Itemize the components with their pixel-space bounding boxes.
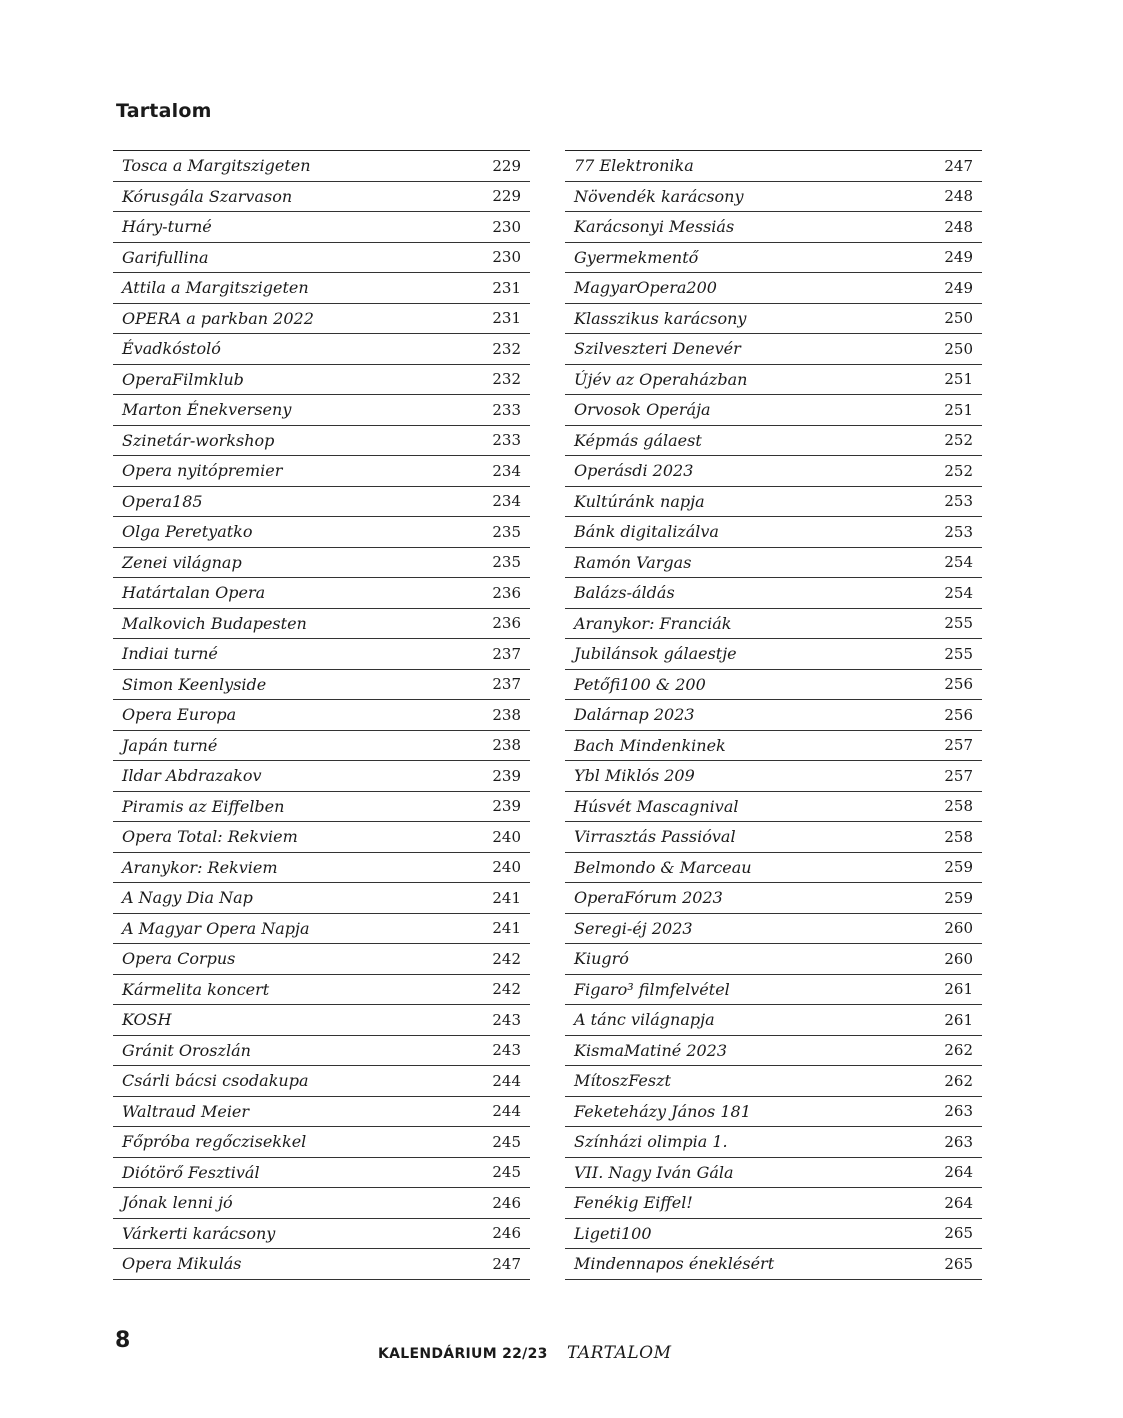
toc-entry-title: Bach Mindenkinek xyxy=(574,735,726,755)
toc-entry-page: 251 xyxy=(944,400,973,419)
toc-entry[interactable] xyxy=(565,365,982,396)
toc-entry-title: Attila a Margitszigeten xyxy=(122,278,309,298)
toc-entry-page: 245 xyxy=(492,1163,521,1182)
toc-entry-title: Opera Mikulás xyxy=(122,1254,242,1274)
toc-entry-title: Szilveszteri Denevér xyxy=(574,339,741,359)
toc-entry-page: 258 xyxy=(944,797,973,816)
toc-entry[interactable] xyxy=(113,700,530,731)
toc-entry[interactable] xyxy=(113,944,530,975)
toc-entry-page: 237 xyxy=(492,644,521,663)
toc-entry-title: Gránit Oroszlán xyxy=(122,1040,251,1060)
toc-entry[interactable] xyxy=(565,1188,982,1219)
toc-entry-page: 243 xyxy=(492,1010,521,1029)
toc-entry-page: 235 xyxy=(492,522,521,541)
toc-entry-page: 248 xyxy=(944,187,973,206)
toc-entry[interactable] xyxy=(565,822,982,853)
toc-entry-title: Zenei világnap xyxy=(122,552,242,572)
toc-entry-title: Aranykor: Franciák xyxy=(574,613,732,633)
toc-entry[interactable] xyxy=(565,548,982,579)
toc-entry[interactable] xyxy=(113,1158,530,1189)
toc-entry[interactable] xyxy=(113,1188,530,1219)
toc-entry[interactable] xyxy=(113,487,530,518)
toc-entry[interactable] xyxy=(113,1036,530,1067)
toc-entry-page: 247 xyxy=(944,156,973,175)
toc-entry-page: 260 xyxy=(944,919,973,938)
toc-entry-page: 249 xyxy=(944,278,973,297)
toc-entry-title: Kórusgála Szarvason xyxy=(122,186,293,206)
toc-entry[interactable] xyxy=(565,487,982,518)
toc-entry[interactable] xyxy=(113,182,530,213)
toc-entry-title: Balázs-áldás xyxy=(574,583,675,603)
toc-entry-page: 234 xyxy=(492,461,521,480)
toc-entry-page: 263 xyxy=(944,1102,973,1121)
toc-entry-title: Évadkóstoló xyxy=(122,339,221,359)
toc-entry[interactable] xyxy=(113,609,530,640)
toc-entry-page: 255 xyxy=(944,644,973,663)
toc-entry-title: Háry-turné xyxy=(122,217,212,237)
toc-entry-page: 256 xyxy=(944,675,973,694)
toc-entry-page: 242 xyxy=(492,949,521,968)
toc-entry-page: 235 xyxy=(492,553,521,572)
toc-entry-page: 241 xyxy=(492,919,521,938)
toc-entry-title: Opera Europa xyxy=(122,705,237,725)
toc-entry[interactable] xyxy=(113,426,530,457)
toc-entry-title: Seregi-éj 2023 xyxy=(574,918,693,938)
toc-entry[interactable] xyxy=(113,212,530,243)
toc-entry-title: Opera nyitópremier xyxy=(122,461,283,481)
toc-entry-page: 233 xyxy=(492,431,521,450)
toc-entry-page: 246 xyxy=(492,1224,521,1243)
toc-entry[interactable] xyxy=(113,1219,530,1250)
toc-entry[interactable] xyxy=(113,517,530,548)
toc-entry-page: 254 xyxy=(944,583,973,602)
toc-entry-page: 240 xyxy=(492,858,521,877)
toc-entry-page: 229 xyxy=(492,187,521,206)
toc-entry-page: 251 xyxy=(944,370,973,389)
toc-entry[interactable] xyxy=(113,304,530,335)
toc-entry[interactable] xyxy=(565,578,982,609)
toc-entry-title: Malkovich Budapesten xyxy=(122,613,307,633)
toc-entry-page: 254 xyxy=(944,553,973,572)
toc-entry[interactable] xyxy=(113,1097,530,1128)
toc-entry[interactable] xyxy=(565,700,982,731)
toc-entry-title: VII. Nagy Iván Gála xyxy=(574,1162,734,1182)
toc-entry-page: 252 xyxy=(944,431,973,450)
toc-entry[interactable] xyxy=(113,761,530,792)
toc-entry-page: 241 xyxy=(492,888,521,907)
footer-publication: KALENDÁRIUM 22/23 xyxy=(378,1346,548,1362)
toc-entry-title: Képmás gálaest xyxy=(574,430,702,450)
toc-entry-page: 250 xyxy=(944,309,973,328)
toc-entry[interactable] xyxy=(565,273,982,304)
toc-entry-title: Klasszikus karácsony xyxy=(574,308,747,328)
toc-entry[interactable] xyxy=(565,212,982,243)
toc-entry[interactable] xyxy=(113,1127,530,1158)
toc-entry[interactable] xyxy=(113,1005,530,1036)
toc-entry[interactable] xyxy=(565,182,982,213)
toc-entry-title: Indiai turné xyxy=(122,644,218,664)
toc-entry-page: 255 xyxy=(944,614,973,633)
toc-entry-title: Olga Peretyatko xyxy=(122,522,253,542)
toc-entry-page: 229 xyxy=(492,156,521,175)
footer-page-number: 8 xyxy=(115,1328,131,1353)
toc-entry-title: Simon Keenlyside xyxy=(122,674,267,694)
toc-entry-title: Piramis az Eiffelben xyxy=(122,796,285,816)
toc-entry-title: Főpróba regőczisekkel xyxy=(122,1132,307,1152)
toc-entry[interactable] xyxy=(113,822,530,853)
toc-entry-title: Szinetár-workshop xyxy=(122,430,275,450)
toc-entry[interactable] xyxy=(565,304,982,335)
toc-entry-page: 233 xyxy=(492,400,521,419)
toc-entry-title: Csárli bácsi csodakupa xyxy=(122,1071,309,1091)
toc-entry-page: 243 xyxy=(492,1041,521,1060)
toc-entry-page: 262 xyxy=(944,1041,973,1060)
toc-entry[interactable] xyxy=(565,1066,982,1097)
toc-entry-page: 263 xyxy=(944,1132,973,1151)
toc-entry[interactable] xyxy=(565,883,982,914)
toc-entry-page: 239 xyxy=(492,766,521,785)
toc-entry[interactable] xyxy=(113,883,530,914)
toc-entry-title: OperaFilmklub xyxy=(122,369,244,389)
toc-entry[interactable] xyxy=(113,151,530,182)
toc-entry-title: Opera Corpus xyxy=(122,949,236,969)
toc-entry-page: 257 xyxy=(944,736,973,755)
toc-entry-title: Húsvét Mascagnival xyxy=(574,796,739,816)
toc-entry-page: 264 xyxy=(944,1193,973,1212)
toc-entry-title: Ildar Abdrazakov xyxy=(122,766,262,786)
footer-section: TARTALOM xyxy=(567,1343,672,1363)
toc-entry-page: 244 xyxy=(492,1102,521,1121)
toc-entry[interactable] xyxy=(565,1127,982,1158)
toc-entry[interactable] xyxy=(565,456,982,487)
toc-entry-page: 237 xyxy=(492,675,521,694)
toc-entry-title: Japán turné xyxy=(122,735,218,755)
toc-entry-page: 230 xyxy=(492,217,521,236)
toc-entry-page: 230 xyxy=(492,248,521,267)
toc-entry-page: 261 xyxy=(944,1010,973,1029)
toc-entry[interactable] xyxy=(113,578,530,609)
toc-entry-title: Belmondo & Marceau xyxy=(574,857,752,877)
toc-entry-title: Aranykor: Rekviem xyxy=(122,857,278,877)
toc-entry-page: 265 xyxy=(944,1254,973,1273)
toc-entry-title: A Magyar Opera Napja xyxy=(122,918,310,938)
toc-entry[interactable] xyxy=(565,1036,982,1067)
toc-entry[interactable] xyxy=(565,1249,982,1280)
toc-entry[interactable] xyxy=(113,243,530,274)
toc-entry[interactable] xyxy=(565,670,982,701)
toc-entry-title: Waltraud Meier xyxy=(122,1101,250,1121)
toc-entry-page: 258 xyxy=(944,827,973,846)
toc-entry-page: 232 xyxy=(492,370,521,389)
toc-entry[interactable] xyxy=(113,792,530,823)
toc-entry-page: 248 xyxy=(944,217,973,236)
toc-entry-page: 259 xyxy=(944,888,973,907)
toc-entry-title: Tosca a Margitszigeten xyxy=(122,156,311,176)
toc-entry-title: Növendék karácsony xyxy=(574,186,744,206)
toc-entry-page: 260 xyxy=(944,949,973,968)
toc-entry-page: 238 xyxy=(492,736,521,755)
toc-entry-title: Feketeházy János 181 xyxy=(574,1101,751,1121)
toc-entry[interactable] xyxy=(565,1005,982,1036)
toc-entry-title: OperaFórum 2023 xyxy=(574,888,723,908)
toc-entry[interactable] xyxy=(113,639,530,670)
toc-entry-page: 240 xyxy=(492,827,521,846)
toc-entry-title: Operásdi 2023 xyxy=(574,461,694,481)
toc-entry[interactable] xyxy=(565,609,982,640)
toc-entry-page: 252 xyxy=(944,461,973,480)
toc-entry[interactable] xyxy=(113,853,530,884)
toc-entry[interactable] xyxy=(565,517,982,548)
toc-entry[interactable] xyxy=(565,426,982,457)
toc-entry-title: 77 Elektronika xyxy=(574,156,694,176)
toc-entry-page: 244 xyxy=(492,1071,521,1090)
toc-entry-page: 238 xyxy=(492,705,521,724)
toc-entry-title: Határtalan Opera xyxy=(122,583,266,603)
toc-entry[interactable] xyxy=(565,853,982,884)
toc-entry-title: Bánk digitalizálva xyxy=(574,522,719,542)
toc-entry-page: 250 xyxy=(944,339,973,358)
toc-entry-title: Ligeti100 xyxy=(574,1223,652,1243)
toc-entry-title: A Nagy Dia Nap xyxy=(122,888,253,908)
toc-entry[interactable] xyxy=(565,334,982,365)
toc-entry-page: 256 xyxy=(944,705,973,724)
toc-entry-title: MagyarOpera200 xyxy=(574,278,717,298)
toc-entry-title: Ybl Miklós 209 xyxy=(574,766,695,786)
toc-entry-page: 253 xyxy=(944,492,973,511)
toc-entry[interactable] xyxy=(565,792,982,823)
toc-entry[interactable] xyxy=(113,365,530,396)
toc-entry-page: 242 xyxy=(492,980,521,999)
toc-entry-title: Orvosok Operája xyxy=(574,400,711,420)
toc-entry[interactable] xyxy=(565,639,982,670)
toc-entry-page: 236 xyxy=(492,614,521,633)
toc-entry[interactable] xyxy=(565,395,982,426)
toc-entry-page: 236 xyxy=(492,583,521,602)
toc-entry-title: Marton Énekverseny xyxy=(122,400,292,420)
toc-entry[interactable] xyxy=(113,1249,530,1280)
toc-entry[interactable] xyxy=(565,975,982,1006)
toc-entry[interactable] xyxy=(565,731,982,762)
toc-entry-title: A tánc világnapja xyxy=(574,1010,715,1030)
toc-entry[interactable] xyxy=(113,1066,530,1097)
toc-column-left xyxy=(113,150,530,1280)
toc-entry-title: Virrasztás Passióval xyxy=(574,827,736,847)
toc-entry[interactable] xyxy=(565,243,982,274)
toc-entry[interactable] xyxy=(565,914,982,945)
toc-entry[interactable] xyxy=(113,334,530,365)
toc-entry-page: 234 xyxy=(492,492,521,511)
toc-entry-page: 247 xyxy=(492,1254,521,1273)
toc-entry-page: 231 xyxy=(492,309,521,328)
page-title: Tartalom xyxy=(116,100,212,122)
toc-entry-title: Figaro³ filmfelvétel xyxy=(574,979,730,999)
toc-entry-title: Mindennapos éneklésért xyxy=(574,1254,775,1274)
toc-entry-title: Színházi olimpia 1. xyxy=(574,1132,728,1152)
toc-entry-page: 249 xyxy=(944,248,973,267)
toc-entry[interactable] xyxy=(113,670,530,701)
toc-entry[interactable] xyxy=(565,761,982,792)
toc-entry[interactable] xyxy=(113,731,530,762)
toc-entry-title: Diótörő Fesztivál xyxy=(122,1162,260,1182)
toc-entry[interactable] xyxy=(565,151,982,182)
toc-entry-page: 257 xyxy=(944,766,973,785)
toc-entry-title: Ramón Vargas xyxy=(574,552,692,572)
toc-entry-title: Dalárnap 2023 xyxy=(574,705,695,725)
toc-entry-page: 245 xyxy=(492,1132,521,1151)
toc-entry-title: MítoszFeszt xyxy=(574,1071,671,1091)
toc-entry-title: Várkerti karácsony xyxy=(122,1223,276,1243)
toc-entry-page: 264 xyxy=(944,1163,973,1182)
toc-entry[interactable] xyxy=(565,1097,982,1128)
toc-entry-title: Újév az Operaházban xyxy=(574,369,748,389)
toc-column-right xyxy=(565,150,982,1280)
toc-entry-title: Karácsonyi Messiás xyxy=(574,217,735,237)
toc-entry-title: KismaMatiné 2023 xyxy=(574,1040,728,1060)
toc-entry-title: Jubilánsok gálaestje xyxy=(574,644,737,664)
toc-entry-title: Jónak lenni jó xyxy=(122,1193,233,1213)
toc-entry-page: 246 xyxy=(492,1193,521,1212)
toc-entry-title: Gyermekmentő xyxy=(574,247,699,267)
toc-entry-title: Kármelita koncert xyxy=(122,979,270,999)
toc-entry[interactable] xyxy=(113,975,530,1006)
toc-entry[interactable] xyxy=(113,456,530,487)
toc-entry-page: 262 xyxy=(944,1071,973,1090)
toc-entry-page: 239 xyxy=(492,797,521,816)
toc-entry-title: Kiugró xyxy=(574,949,629,969)
toc-entry-page: 232 xyxy=(492,339,521,358)
toc-entry-title: Petőfi100 & 200 xyxy=(574,674,706,694)
toc-entry-title: Garifullina xyxy=(122,247,209,267)
toc-entry-title: Opera185 xyxy=(122,491,203,511)
toc-entry-title: Kultúránk napja xyxy=(574,491,705,511)
toc-entry[interactable] xyxy=(113,395,530,426)
toc-entry-page: 253 xyxy=(944,522,973,541)
toc-entry[interactable] xyxy=(113,273,530,304)
toc-entry[interactable] xyxy=(565,944,982,975)
toc-entry-title: KOSH xyxy=(122,1010,172,1030)
toc-entry-title: OPERA a parkban 2022 xyxy=(122,308,314,328)
toc-entry-page: 265 xyxy=(944,1224,973,1243)
toc-entry-page: 259 xyxy=(944,858,973,877)
toc-entry-page: 231 xyxy=(492,278,521,297)
toc-entry-title: Fenékig Eiffel! xyxy=(574,1193,693,1213)
toc-entry[interactable] xyxy=(565,1158,982,1189)
toc-entry[interactable] xyxy=(113,548,530,579)
toc-entry-page: 261 xyxy=(944,980,973,999)
toc-entry-title: Opera Total: Rekviem xyxy=(122,827,298,847)
toc-entry[interactable] xyxy=(113,914,530,945)
toc-entry[interactable] xyxy=(565,1219,982,1250)
